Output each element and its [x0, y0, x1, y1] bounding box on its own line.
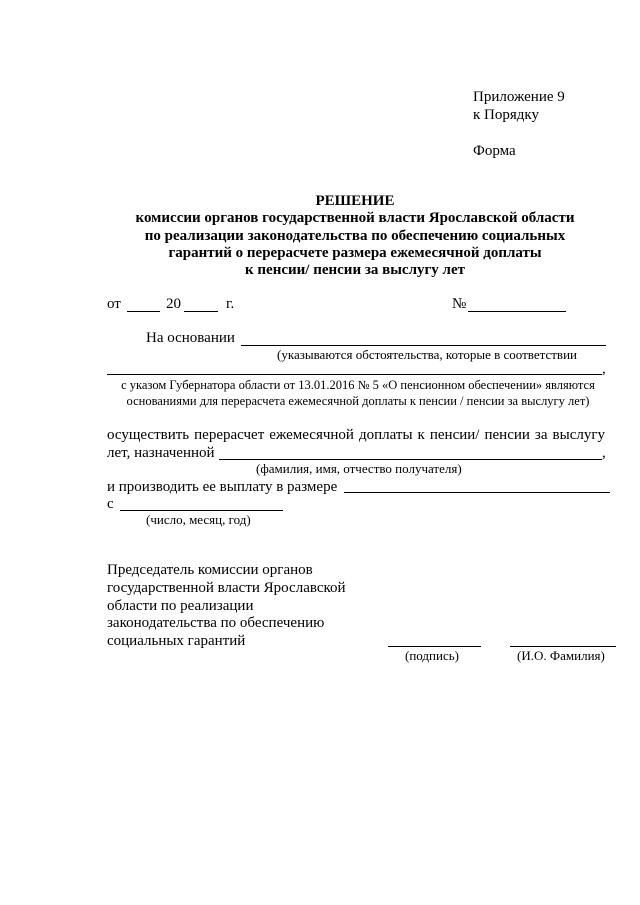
recalc-assigned-label: лет, назначенной [107, 445, 215, 461]
number-sign-label: № [452, 296, 467, 312]
basis-field[interactable] [241, 345, 606, 346]
chairman-line-5: социальных гарантий [107, 633, 246, 649]
signature-hint: (подпись) [405, 648, 459, 663]
payment-amount-field[interactable] [344, 492, 610, 493]
start-date-field[interactable] [120, 510, 283, 511]
basis-note-line-1: с указом Губернатора области от 13.01.2016 № 5 «О пенсионном обеспечении» являются [121, 378, 595, 392]
chairman-line-4: законодательства по обеспечению [107, 615, 325, 631]
document-title: РЕШЕНИЕ [315, 193, 395, 209]
chairman-line-1: Председатель комиссии органов [107, 562, 313, 578]
recalc-line-1: осуществить перерасчет ежемесячной доплаты к пенсии/ пенсии за выслугу [107, 427, 605, 443]
form-label: Форма [473, 143, 516, 159]
start-date-hint: (число, месяц, год) [146, 512, 251, 527]
recipient-name-field[interactable] [219, 459, 602, 460]
year-suffix-label: г. [226, 296, 235, 312]
date-from-label: от [107, 296, 121, 312]
title-line-4: к пенсии/ пенсии за выслугу лет [245, 262, 465, 278]
title-line-1: комиссии органов государственной власти Ярославской области [135, 210, 575, 226]
start-date-label: с [107, 496, 114, 512]
full-name-hint: (И.О. Фамилия) [517, 648, 605, 663]
basis-hint: (указываются обстоятельства, которые в соответствии [277, 347, 577, 362]
decision-number-field[interactable] [468, 311, 566, 312]
basis-field-continued[interactable] [107, 374, 602, 375]
year-field[interactable] [184, 311, 218, 312]
full-name-field[interactable] [510, 646, 616, 647]
recipient-comma: , [602, 445, 606, 461]
appendix-label: Приложение 9 [473, 89, 565, 105]
basis-note-line-2: основаниями для перерасчета ежемесячной доплаты к пенсии / пенсии за выслугу лет) [126, 394, 590, 408]
recipient-hint: (фамилия, имя, отчество получателя) [256, 461, 462, 476]
title-line-2: по реализации законодательства по обеспечению социальных [144, 228, 566, 244]
to-order-label: к Порядку [473, 107, 539, 123]
chairman-line-2: государственной власти Ярославской [107, 580, 346, 596]
chairman-line-3: области по реализации [107, 598, 254, 614]
day-month-field[interactable] [127, 311, 160, 312]
payment-amount-label: и производить ее выплату в размере [107, 479, 338, 495]
title-line-3: гарантий о перерасчете размера ежемесячной доплаты [168, 245, 542, 261]
basis-label: На основании [146, 330, 235, 346]
signature-field[interactable] [388, 646, 481, 647]
basis-comma: , [602, 361, 606, 377]
year-prefix-label: 20 [166, 296, 181, 312]
